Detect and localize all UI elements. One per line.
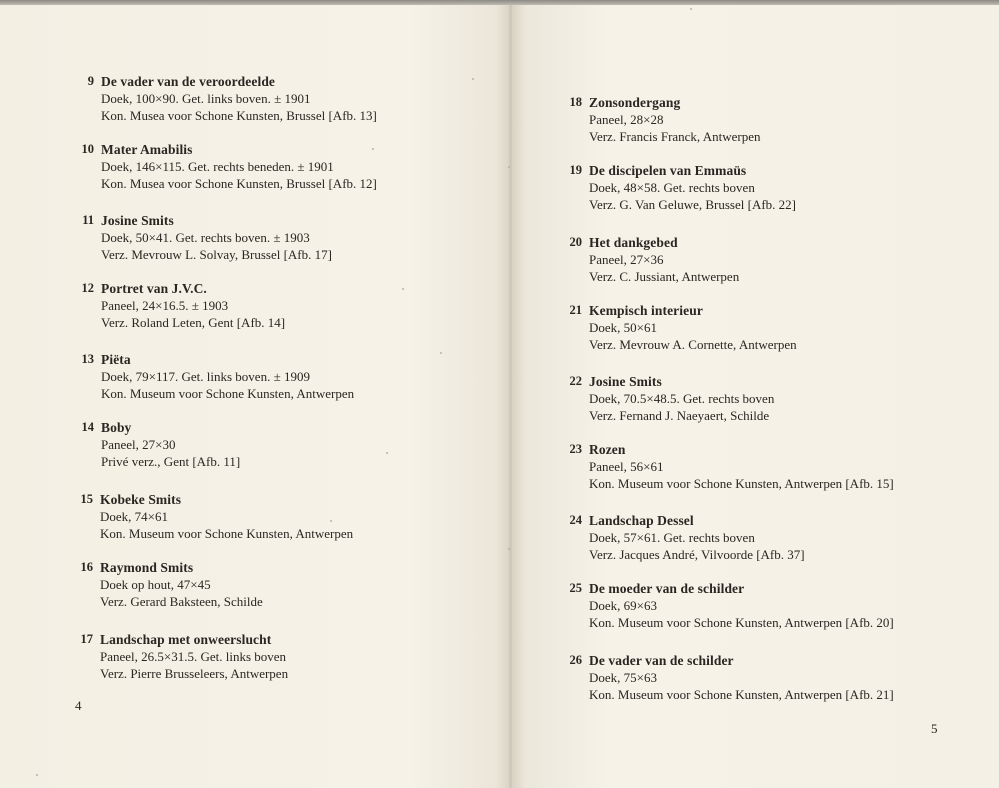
entry-location: Verz. C. Jussiant, Antwerpen bbox=[589, 269, 740, 284]
entry-location: Kon. Museum voor Schone Kunsten, Antwerpen [Afb. 20] bbox=[589, 615, 894, 630]
entry-detail: Doek, 75×63 bbox=[589, 670, 657, 685]
paper-speck bbox=[508, 166, 510, 168]
page-number-left: 4 bbox=[75, 698, 82, 713]
entry-title: Portret van J.V.C. bbox=[101, 281, 207, 296]
entry-detail: Paneel, 24×16.5. ± 1903 bbox=[101, 298, 229, 313]
entry-title: De vader van de schilder bbox=[589, 653, 734, 668]
entry-location: Verz. Fernand J. Naeyaert, Schilde bbox=[589, 408, 770, 423]
entry-title: Josine Smits bbox=[101, 213, 174, 228]
paper-speck bbox=[690, 8, 692, 10]
entry-detail: Doek, 74×61 bbox=[100, 509, 168, 524]
entry-detail: Doek, 57×61. Get. rechts boven bbox=[589, 530, 755, 545]
paper-speck bbox=[508, 548, 510, 550]
entry-detail: Doek, 79×117. Get. links boven. ± 1909 bbox=[101, 369, 310, 384]
entry-number: 10 bbox=[81, 142, 94, 156]
entry-title: Boby bbox=[101, 420, 132, 435]
entry-location: Kon. Musea voor Schone Kunsten, Brussel [Afb. 13] bbox=[101, 108, 377, 123]
entry-number: 13 bbox=[81, 352, 94, 366]
entry-title: Raymond Smits bbox=[100, 560, 194, 575]
entry-number: 23 bbox=[569, 442, 582, 456]
paper-speck bbox=[402, 288, 404, 290]
entry-number: 16 bbox=[80, 560, 93, 574]
entry-location: Kon. Musea voor Schone Kunsten, Brussel [Afb. 12] bbox=[101, 176, 377, 191]
entry-title: Landschap met onweerslucht bbox=[100, 632, 272, 647]
paper-speck bbox=[472, 78, 474, 80]
entry-number: 15 bbox=[80, 492, 93, 506]
entry-number: 19 bbox=[569, 163, 582, 177]
page-number-right: 5 bbox=[931, 721, 938, 736]
entry-number: 14 bbox=[81, 420, 94, 434]
entry-number: 25 bbox=[569, 581, 582, 595]
entry-title: Piëta bbox=[101, 352, 131, 367]
paper-speck bbox=[440, 352, 442, 354]
entry-location: Kon. Museum voor Schone Kunsten, Antwerpen [Afb. 21] bbox=[589, 687, 894, 702]
book-gutter bbox=[509, 5, 512, 788]
entry-number: 21 bbox=[569, 303, 582, 317]
entry-detail: Doek, 50×41. Get. rechts boven. ± 1903 bbox=[101, 230, 310, 245]
entry-title: De moeder van de schilder bbox=[589, 581, 745, 596]
entry-number: 9 bbox=[87, 74, 94, 88]
entry-detail: Paneel, 56×61 bbox=[589, 459, 664, 474]
paper-speck bbox=[330, 520, 332, 522]
entry-location: Verz. Francis Franck, Antwerpen bbox=[589, 129, 761, 144]
entry-location: Verz. Gerard Baksteen, Schilde bbox=[100, 594, 263, 609]
entry-detail: Doek, 146×115. Get. rechts beneden. ± 1901 bbox=[101, 159, 334, 174]
entry-title: Zonsondergang bbox=[589, 95, 681, 110]
entry-title: Kobeke Smits bbox=[100, 492, 182, 507]
entry-number: 11 bbox=[82, 213, 94, 227]
entry-detail: Doek, 50×61 bbox=[589, 320, 657, 335]
paper-speck bbox=[36, 774, 38, 776]
entry-title: Het dankgebed bbox=[589, 235, 678, 250]
entry-detail: Doek op hout, 47×45 bbox=[100, 577, 211, 592]
entry-title: Kempisch interieur bbox=[589, 303, 703, 318]
entry-location: Verz. G. Van Geluwe, Brussel [Afb. 22] bbox=[589, 197, 796, 212]
entry-location: Verz. Mevrouw L. Solvay, Brussel [Afb. 17] bbox=[101, 247, 332, 262]
entry-location: Verz. Roland Leten, Gent [Afb. 14] bbox=[101, 315, 286, 330]
entry-detail: Paneel, 28×28 bbox=[589, 112, 664, 127]
entry-location: Kon. Museum voor Schone Kunsten, Antwerpen bbox=[100, 526, 354, 541]
entry-title: De vader van de veroordeelde bbox=[101, 74, 276, 89]
entry-title: Mater Amabilis bbox=[101, 142, 193, 157]
entry-number: 22 bbox=[569, 374, 582, 388]
entry-number: 24 bbox=[569, 513, 582, 527]
entry-detail: Doek, 100×90. Get. links boven. ± 1901 bbox=[101, 91, 311, 106]
paper-speck bbox=[386, 452, 388, 454]
entry-number: 18 bbox=[569, 95, 582, 109]
entry-location: Kon. Museum voor Schone Kunsten, Antwerpen [Afb. 15] bbox=[589, 476, 894, 491]
entry-location: Verz. Mevrouw A. Cornette, Antwerpen bbox=[589, 337, 797, 352]
entry-number: 26 bbox=[569, 653, 582, 667]
entry-detail: Doek, 48×58. Get. rechts boven bbox=[589, 180, 755, 195]
entry-location: Verz. Jacques André, Vilvoorde [Afb. 37] bbox=[589, 547, 805, 562]
entry-detail: Paneel, 27×36 bbox=[589, 252, 664, 267]
entry-title: Rozen bbox=[589, 442, 626, 457]
entry-title: Josine Smits bbox=[589, 374, 662, 389]
paper-speck bbox=[372, 148, 374, 150]
entry-title: De discipelen van Emmaüs bbox=[589, 163, 747, 178]
entry-number: 12 bbox=[81, 281, 94, 295]
entry-detail: Doek, 69×63 bbox=[589, 598, 657, 613]
entry-location: Privé verz., Gent [Afb. 11] bbox=[101, 454, 241, 469]
entry-location: Kon. Museum voor Schone Kunsten, Antwerpen bbox=[101, 386, 355, 401]
entry-detail: Doek, 70.5×48.5. Get. rechts boven bbox=[589, 391, 775, 406]
entry-location: Verz. Pierre Brusseleers, Antwerpen bbox=[100, 666, 289, 681]
entry-detail: Paneel, 27×30 bbox=[101, 437, 176, 452]
entry-number: 17 bbox=[80, 632, 93, 646]
entry-number: 20 bbox=[569, 235, 582, 249]
entry-detail: Paneel, 26.5×31.5. Get. links boven bbox=[100, 649, 287, 664]
entry-title: Landschap Dessel bbox=[589, 513, 694, 528]
